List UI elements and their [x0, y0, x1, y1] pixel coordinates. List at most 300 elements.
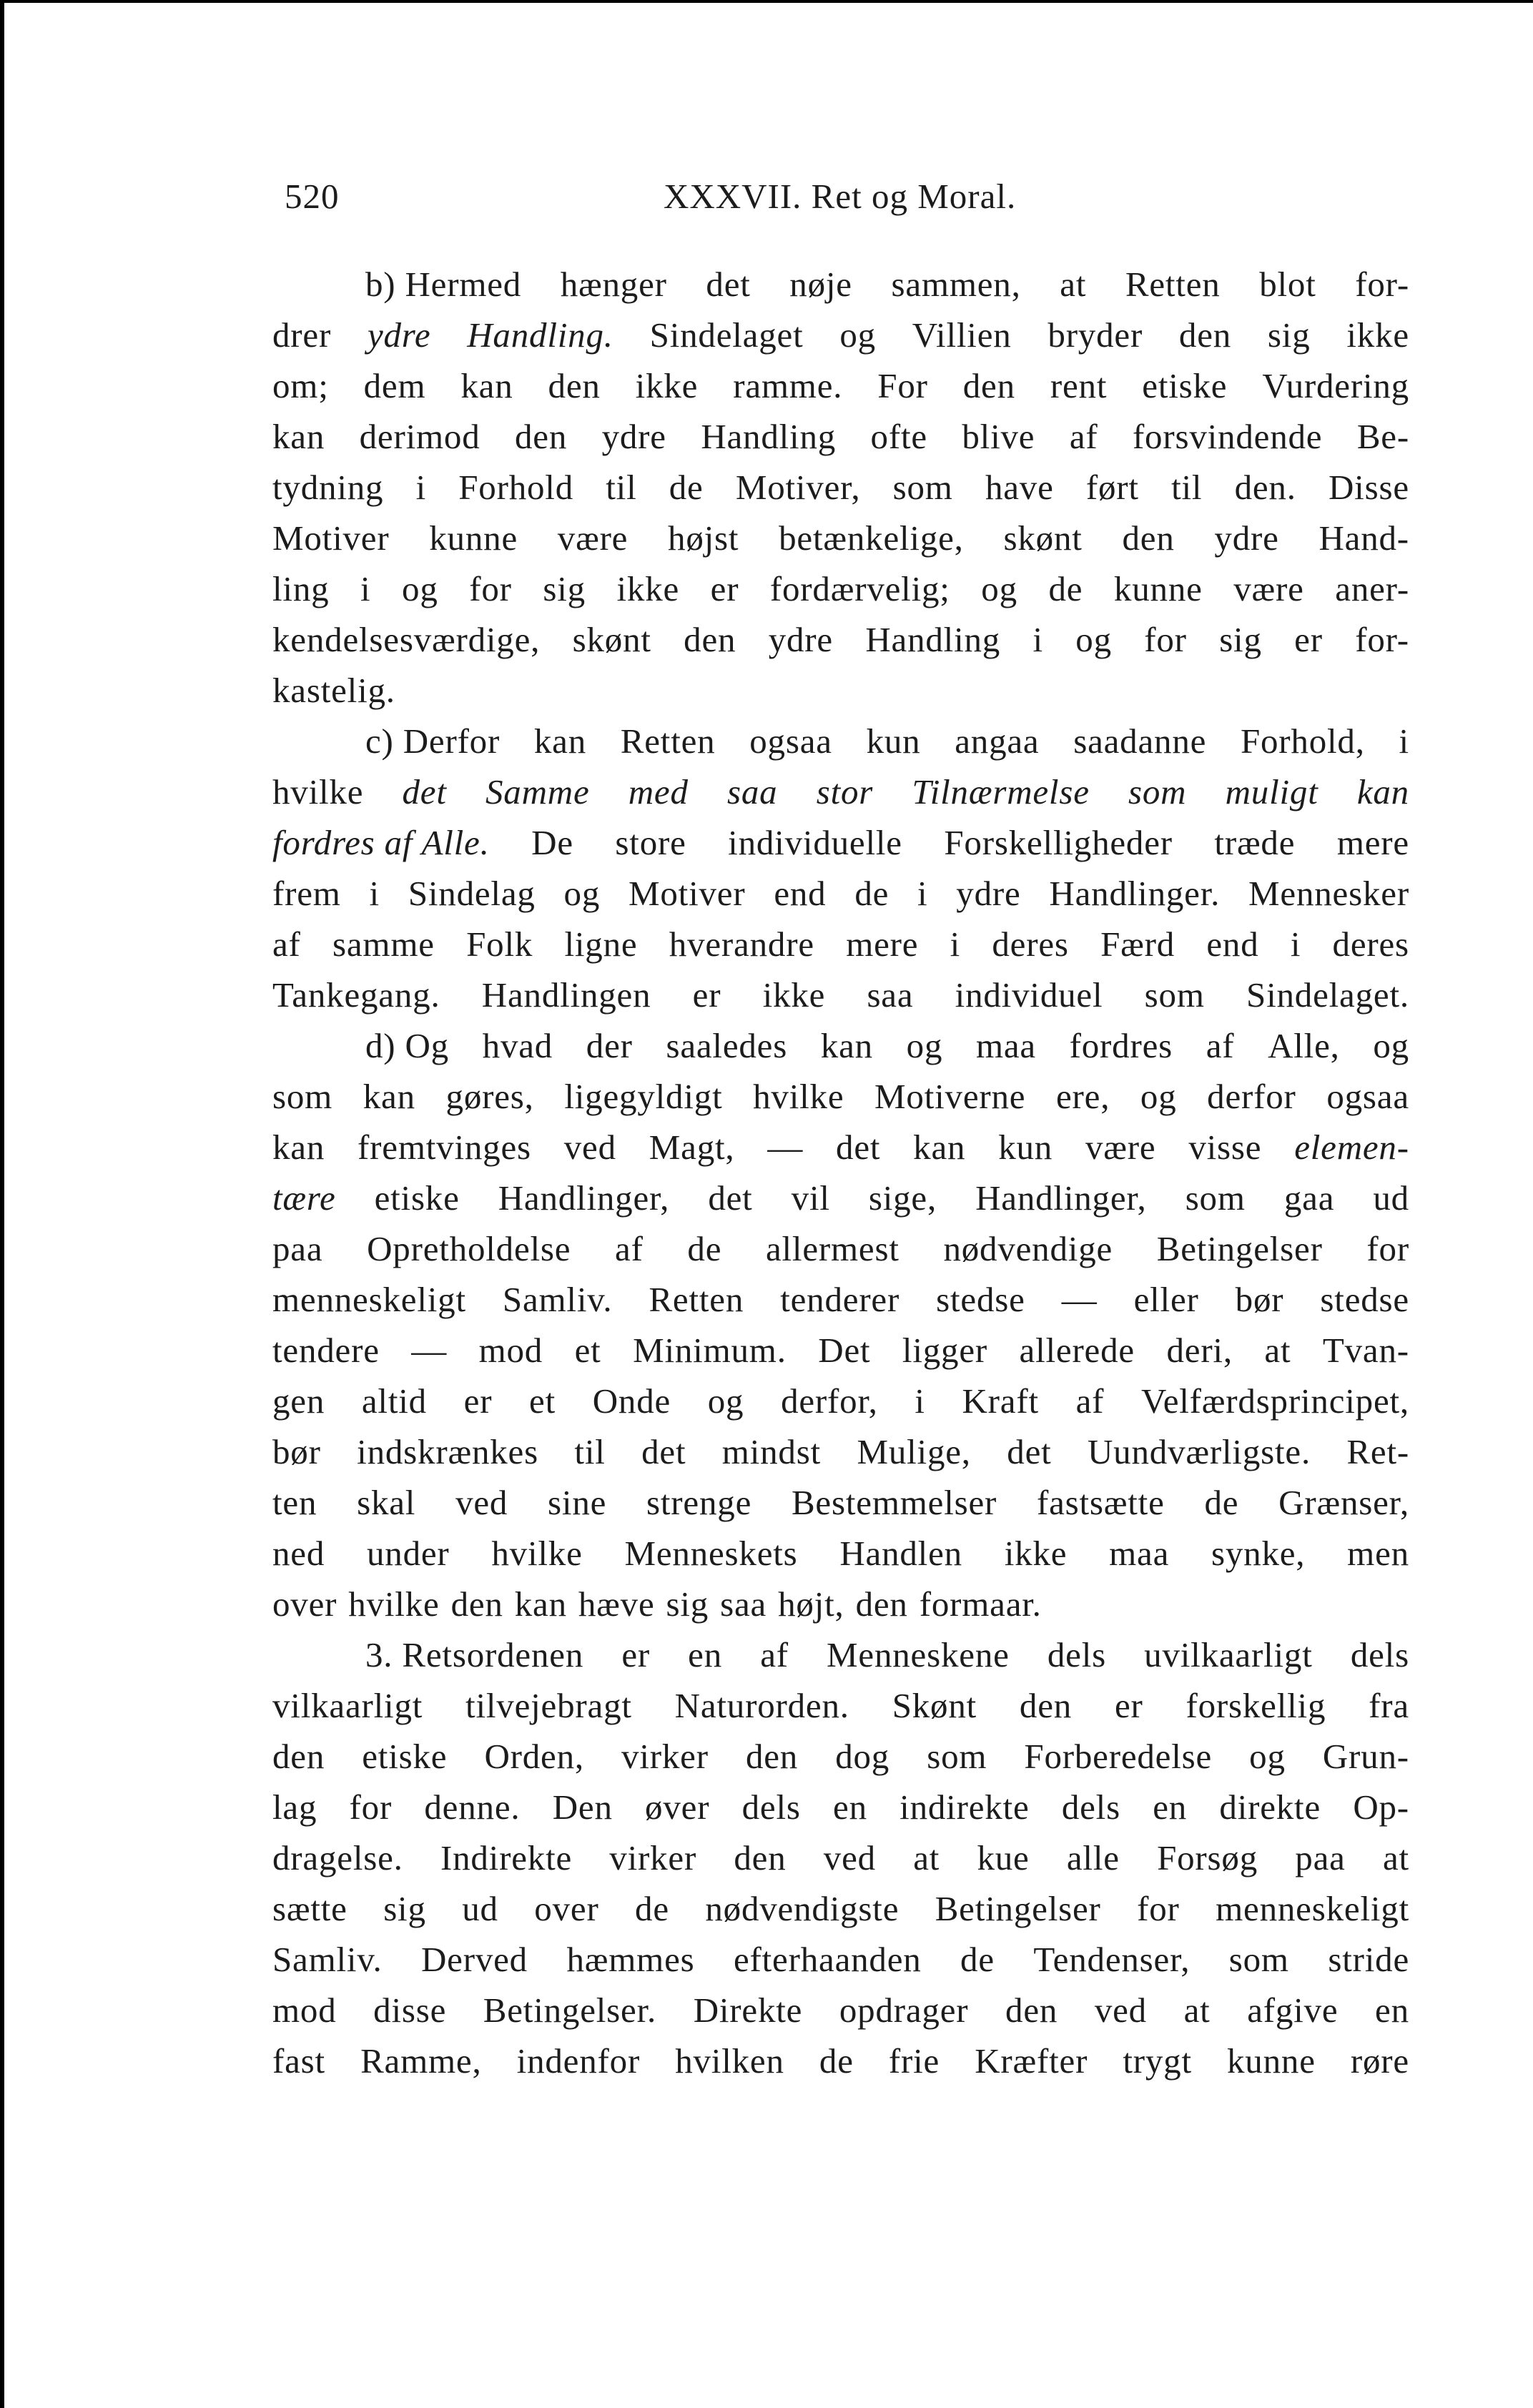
word: ligger: [902, 1331, 988, 1370]
word: bør: [1235, 1280, 1284, 1319]
word: Tilnærmelse: [912, 772, 1090, 811]
word: d) Og: [365, 1026, 449, 1065]
word: de: [819, 2041, 854, 2081]
word: Alle,: [1268, 1026, 1340, 1065]
word: Handling: [865, 620, 1001, 659]
word: Sindelag: [408, 874, 536, 913]
word: nøje: [789, 265, 852, 304]
word: til: [1171, 468, 1203, 507]
word: den: [1122, 518, 1175, 558]
word: som: [1228, 1940, 1289, 1979]
word: kan: [820, 1026, 873, 1065]
word: Onde: [592, 1381, 671, 1421]
text-line: [272, 1934, 1409, 1985]
word: derfor,: [781, 1381, 878, 1421]
word: af: [1069, 417, 1098, 456]
word: som: [927, 1737, 987, 1776]
word: betænkelige,: [779, 518, 964, 558]
word: store: [615, 823, 686, 862]
word: stor: [816, 772, 874, 811]
word: hverandre: [669, 924, 814, 964]
word: kan: [1356, 772, 1409, 811]
word: Minimum.: [633, 1331, 787, 1370]
text-line: [272, 1731, 1409, 1782]
text-line: [272, 1325, 1409, 1376]
text-line: [272, 1985, 1409, 2036]
word: mod: [272, 1990, 337, 2030]
word: er: [463, 1381, 493, 1421]
word: ogsaa: [1326, 1077, 1409, 1116]
word: tære: [272, 1178, 336, 1218]
word: at: [913, 1838, 940, 1877]
word: eller: [1133, 1280, 1199, 1319]
text-line: [272, 1883, 1409, 1934]
text-line: [272, 1629, 1409, 1680]
word: tydning: [272, 468, 384, 507]
word: rent: [1050, 366, 1108, 405]
word: sætte: [272, 1889, 347, 1928]
word: ogsaa: [749, 721, 832, 761]
word: som: [892, 468, 953, 507]
word: i: [360, 569, 371, 608]
word: at: [1060, 265, 1087, 304]
text-line: [272, 259, 1409, 310]
text-line: [272, 1528, 1409, 1579]
text-line: [272, 1832, 1409, 1883]
word: under: [366, 1534, 450, 1573]
word: fordærvelig;: [769, 569, 950, 608]
word: Tankegang.: [272, 975, 440, 1015]
word: saa: [867, 975, 914, 1015]
page-header: [285, 172, 1421, 222]
word: kan: [533, 721, 587, 761]
word: ud: [1373, 1178, 1409, 1218]
word: til: [574, 1432, 606, 1471]
word: hvilke: [348, 1584, 440, 1624]
word: gøres,: [445, 1077, 534, 1116]
word: der: [586, 1026, 633, 1065]
word: de: [1048, 569, 1083, 608]
word: altid: [361, 1381, 427, 1421]
word: Tendenser,: [1033, 1940, 1191, 1979]
word: stedse: [1320, 1280, 1409, 1319]
word: den: [450, 1584, 503, 1624]
word: ydre: [956, 874, 1021, 913]
word: sig: [383, 1889, 426, 1928]
word: Handlen: [839, 1534, 962, 1573]
word: for: [1144, 620, 1187, 659]
word: Opretholdelse: [367, 1229, 571, 1268]
word: er: [1294, 620, 1323, 659]
word: drer: [272, 315, 332, 355]
word: Menneskets: [624, 1534, 798, 1573]
word: de: [854, 874, 889, 913]
word: gaa: [1283, 1178, 1335, 1218]
word: kunne: [1227, 2041, 1316, 2081]
word: bryder: [1048, 315, 1143, 355]
word: og: [1249, 1737, 1286, 1776]
word: Op-: [1353, 1787, 1409, 1827]
word: kan: [913, 1127, 966, 1167]
word: synke,: [1211, 1534, 1306, 1573]
word: ramme.: [733, 366, 843, 405]
word: Det: [818, 1331, 871, 1370]
word: hvilken: [675, 2041, 784, 2081]
word: for-: [1355, 620, 1409, 659]
word: og: [402, 569, 438, 608]
word: maa: [975, 1026, 1036, 1065]
word: Forhold,: [1240, 721, 1365, 761]
word: gen: [272, 1381, 325, 1421]
word: kue: [977, 1838, 1030, 1877]
word: er: [1114, 1686, 1143, 1725]
word: højst: [668, 518, 739, 558]
word: dels: [741, 1787, 801, 1827]
text-line: [272, 969, 1409, 1020]
word: den: [684, 620, 736, 659]
word: denne.: [424, 1787, 521, 1827]
word: De: [531, 823, 573, 862]
word: Forhold: [458, 468, 574, 507]
word: de: [687, 1229, 722, 1268]
word: den: [855, 1584, 908, 1624]
word: kastelig.: [272, 671, 395, 710]
word: den.: [1234, 468, 1296, 507]
text-line: [272, 868, 1409, 919]
word: at: [1183, 1990, 1211, 2030]
word: er: [710, 569, 739, 608]
word: af: [1206, 1026, 1235, 1065]
word: 3. Retsordenen: [365, 1635, 584, 1674]
word: Sindelaget.: [1246, 975, 1409, 1015]
word: men: [1347, 1534, 1409, 1573]
word: kan: [363, 1077, 415, 1116]
word: den: [1178, 315, 1232, 355]
word: Grænser,: [1278, 1483, 1409, 1522]
word: virker: [621, 1737, 709, 1776]
word: Folk: [466, 924, 533, 964]
word: Kræfter: [975, 2041, 1088, 2081]
text-line: [272, 1223, 1409, 1274]
word: sig: [666, 1584, 709, 1624]
word: hænger: [560, 265, 667, 304]
word: ydre: [768, 620, 833, 659]
word: den: [272, 1737, 325, 1776]
word: deres: [992, 924, 1069, 964]
word: et: [574, 1331, 601, 1370]
word: forsvindende: [1132, 417, 1323, 456]
word: Handlinger.: [1049, 874, 1221, 913]
word: tilvejebragt: [465, 1686, 632, 1725]
word: højt,: [778, 1584, 844, 1624]
word: for: [1366, 1229, 1409, 1268]
word: Handlingen: [481, 975, 651, 1015]
word: og: [981, 569, 1017, 608]
word: kan: [460, 366, 513, 405]
word: muligt: [1225, 772, 1318, 811]
word: ved: [563, 1127, 616, 1167]
word: ud: [462, 1889, 498, 1928]
word: mere: [846, 924, 919, 964]
word: Menneskene: [827, 1635, 1010, 1674]
word: samme: [332, 924, 435, 964]
word: ligne: [564, 924, 638, 964]
word: fremtvinges: [358, 1127, 531, 1167]
word: saadanne: [1073, 721, 1207, 761]
word: kunne: [1113, 569, 1203, 608]
word: Grun-: [1322, 1737, 1409, 1776]
text-line: [272, 563, 1409, 614]
word: indskrænkes: [357, 1432, 538, 1471]
word: kan: [272, 417, 325, 456]
word: Mulige,: [857, 1432, 971, 1471]
word: for: [349, 1787, 393, 1827]
word: og: [1140, 1077, 1177, 1116]
word: kendelsesværdige,: [272, 620, 541, 659]
word: saaledes: [666, 1026, 788, 1065]
word: og: [839, 315, 876, 355]
word: forskellig: [1186, 1686, 1326, 1725]
word: i: [917, 874, 928, 913]
word: end: [1206, 924, 1259, 964]
word: røre: [1350, 2041, 1409, 2081]
word: i: [369, 874, 380, 913]
word: vilkaarligt: [272, 1686, 423, 1725]
word: b) Hermed: [365, 265, 522, 304]
word: det: [641, 1432, 686, 1471]
word: Forskelligheder: [944, 823, 1173, 862]
word: blot: [1259, 265, 1316, 304]
running-head: XXXVII. Ret og Moral.: [664, 177, 1017, 216]
word: hæmmes: [566, 1940, 695, 1979]
word: ten: [272, 1483, 317, 1522]
word: ikke: [616, 569, 680, 608]
word: afgive: [1247, 1990, 1339, 2030]
word: skønt: [572, 620, 651, 659]
word: er: [621, 1635, 650, 1674]
word: dog: [835, 1737, 890, 1776]
word: kunne: [429, 518, 518, 558]
word: og: [1075, 620, 1112, 659]
word: kun: [866, 721, 921, 761]
word: som: [1144, 975, 1205, 1015]
word: Sindelaget: [649, 315, 804, 355]
word: med: [628, 772, 689, 811]
word: Tvan-: [1322, 1331, 1409, 1370]
word: Motiverne: [874, 1077, 1026, 1116]
word: —: [767, 1127, 804, 1167]
word: angaa: [955, 721, 1040, 761]
word: og: [563, 874, 601, 913]
word: Ramme,: [360, 2041, 482, 2081]
word: ydre: [367, 315, 431, 355]
word: stedse: [936, 1280, 1025, 1319]
word: dels: [1047, 1635, 1106, 1674]
word: Forberedelse: [1024, 1737, 1213, 1776]
text-line: [272, 1426, 1409, 1477]
word: den: [1019, 1686, 1073, 1725]
word: den: [1005, 1990, 1058, 2030]
word: maa: [1109, 1534, 1170, 1573]
word: etiske: [374, 1178, 460, 1218]
word: være: [557, 518, 629, 558]
word: at: [1382, 1838, 1409, 1877]
word: paa: [1295, 1838, 1346, 1877]
text-line: [272, 360, 1409, 411]
word: dels: [1061, 1787, 1120, 1827]
text-line: [272, 1579, 1409, 1629]
word: øver: [645, 1787, 710, 1827]
word: i: [415, 468, 426, 507]
word: Bestemmelser: [791, 1483, 997, 1522]
word: ved: [823, 1838, 876, 1877]
word: Samliv.: [272, 1940, 383, 1979]
word: Handlinger,: [498, 1178, 670, 1218]
word: at: [1264, 1331, 1291, 1370]
word: virker: [609, 1838, 697, 1877]
word: Samme: [485, 772, 590, 811]
word: af: [760, 1635, 789, 1674]
word: ned: [272, 1534, 325, 1573]
word: det: [706, 265, 751, 304]
word: i: [950, 924, 961, 964]
word: ikke: [635, 366, 699, 405]
word: formaar.: [919, 1584, 1042, 1624]
word: sammen,: [891, 265, 1021, 304]
text-line: [272, 1122, 1409, 1173]
word: ikke: [762, 975, 826, 1015]
word: derfor: [1207, 1077, 1296, 1116]
word: dem: [363, 366, 426, 405]
word: For: [877, 366, 928, 405]
text-line: [272, 919, 1409, 969]
word: den: [745, 1737, 799, 1776]
word: hvilke: [753, 1077, 844, 1116]
word: til: [606, 468, 637, 507]
word: uvilkaarligt: [1144, 1635, 1313, 1674]
word: over: [534, 1889, 599, 1928]
word: den: [734, 1838, 787, 1877]
word: det: [1007, 1432, 1052, 1471]
word: ydre: [1214, 518, 1279, 558]
word: blive: [962, 417, 1035, 456]
word: det: [708, 1178, 753, 1218]
word: frie: [888, 2041, 940, 2081]
word: ikke: [1004, 1534, 1068, 1573]
word: Be-: [1356, 417, 1409, 456]
word: Indirekte: [440, 1838, 573, 1877]
word: menneskeligt: [1216, 1889, 1409, 1928]
word: sine: [548, 1483, 607, 1522]
word: trygt: [1123, 2041, 1192, 2081]
word: dels: [1350, 1635, 1409, 1674]
text-line: [272, 1071, 1409, 1122]
word: Disse: [1329, 468, 1409, 507]
word: som: [1185, 1178, 1246, 1218]
word: af: [272, 924, 301, 964]
word: ere,: [1056, 1077, 1110, 1116]
word: kan: [514, 1584, 567, 1624]
word: nødvendigste: [705, 1889, 899, 1928]
word: og: [906, 1026, 943, 1065]
word: deri,: [1166, 1331, 1233, 1370]
word: i: [1399, 721, 1409, 761]
word: c) Derfor: [365, 721, 501, 761]
word: —: [411, 1331, 448, 1370]
word: i: [1290, 924, 1301, 964]
word: indenfor: [516, 2041, 641, 2081]
body-text: [272, 259, 1409, 2086]
word: ydre: [601, 417, 666, 456]
text-line: [272, 817, 1409, 868]
word: en: [1153, 1787, 1188, 1827]
word: individuelle: [728, 823, 902, 862]
word: de: [669, 468, 704, 507]
word: etiske: [362, 1737, 448, 1776]
text-line: [272, 614, 1409, 665]
text-line: [272, 1274, 1409, 1325]
page-number: 520: [285, 177, 340, 216]
word: Naturorden.: [674, 1686, 849, 1725]
text-line: [272, 411, 1409, 462]
word: sig: [543, 569, 586, 608]
word: den: [514, 417, 568, 456]
word: fast: [272, 2041, 325, 2081]
word: mindst: [721, 1432, 822, 1471]
word: tendere: [272, 1331, 380, 1370]
word: Magt,: [649, 1127, 735, 1167]
word: tenderer: [780, 1280, 900, 1319]
word: skal: [357, 1483, 416, 1522]
word: Orden,: [484, 1737, 584, 1776]
word: er: [692, 975, 721, 1015]
word: den: [548, 366, 601, 405]
word: Direkte: [693, 1990, 803, 2030]
word: for: [469, 569, 512, 608]
word: det: [836, 1127, 881, 1167]
word: paa: [272, 1229, 323, 1268]
text-line: [272, 665, 1409, 716]
text-line: [272, 513, 1409, 563]
word: over: [272, 1584, 337, 1624]
word: en: [1375, 1990, 1409, 2030]
word: —: [1061, 1280, 1098, 1319]
word: ved: [1094, 1990, 1147, 2030]
word: Mennesker: [1248, 874, 1409, 913]
word: disse: [373, 1990, 447, 2030]
word: ling: [272, 569, 330, 608]
word: de: [960, 1940, 995, 1979]
word: af: [1075, 1381, 1105, 1421]
word: kan: [272, 1127, 325, 1167]
word: være: [1233, 569, 1304, 608]
word: Motiver: [629, 874, 746, 913]
word: end: [774, 874, 827, 913]
word: Uundværligste.: [1088, 1432, 1311, 1471]
text-line: [272, 2036, 1409, 2086]
text-line: [272, 1020, 1409, 1071]
word: Hand-: [1318, 518, 1409, 558]
word: opdrager: [839, 1990, 969, 2030]
word: mod: [478, 1331, 543, 1370]
word: mere: [1336, 823, 1409, 862]
word: sig: [1267, 315, 1311, 355]
word: Vurdering: [1262, 366, 1409, 405]
word: sige,: [868, 1178, 937, 1218]
word: ofte: [870, 417, 927, 456]
text-line: [272, 766, 1409, 817]
word: ligegyldigt: [564, 1077, 723, 1116]
